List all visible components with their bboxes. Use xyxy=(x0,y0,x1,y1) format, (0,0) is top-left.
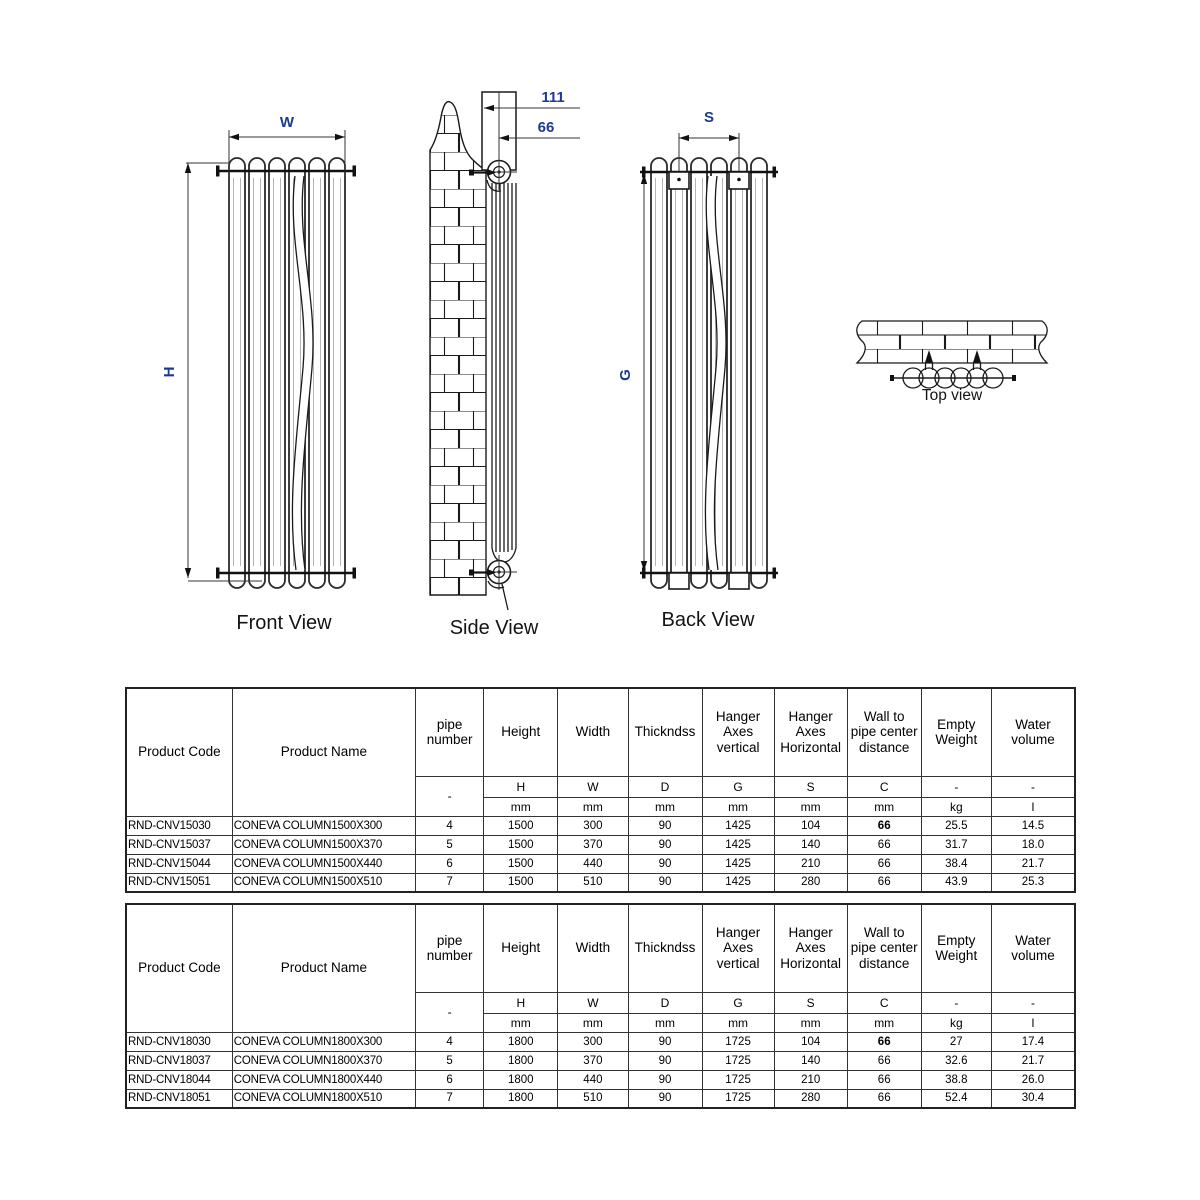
value-cell: 104 xyxy=(774,1032,847,1051)
value-cell: 90 xyxy=(628,873,702,892)
product-name-cell: CONEVA COLUMN1800X370 xyxy=(232,1051,415,1070)
back-view-drawing xyxy=(617,109,778,631)
height-dim-label: H xyxy=(161,366,178,378)
value-cell: 300 xyxy=(558,1032,628,1051)
symbol-cell: D xyxy=(628,776,702,797)
product-code-cell: RND-CNV15044 xyxy=(126,854,232,873)
side-view-label: Side View xyxy=(449,617,539,639)
column-header: Width xyxy=(558,904,628,992)
width-dimension-line xyxy=(229,130,345,176)
symbol-cell: W xyxy=(558,992,628,1013)
value-cell: 440 xyxy=(558,1070,628,1089)
table-row xyxy=(126,1089,1075,1108)
symbol-cell: W xyxy=(558,776,628,797)
product-name-cell: CONEVA COLUMN1500X370 xyxy=(232,835,415,854)
column-header: Product Name xyxy=(232,688,415,816)
table-row xyxy=(126,835,1075,854)
value-cell: 27 xyxy=(921,1032,991,1051)
product-name-cell: CONEVA COLUMN1500X440 xyxy=(232,854,415,873)
column-header: Product Code xyxy=(126,688,232,816)
symbol-cell: - xyxy=(415,776,483,816)
column-header: Empty Weight xyxy=(921,688,991,776)
value-cell: 6 xyxy=(415,854,483,873)
value-cell: 17.4 xyxy=(991,1032,1075,1051)
value-cell: 66 xyxy=(847,854,921,873)
unit-cell: mm xyxy=(628,797,702,816)
spec-table xyxy=(125,687,1076,893)
hanger-vertical-dim-label: G xyxy=(617,369,634,381)
product-code-cell: RND-CNV15030 xyxy=(126,816,232,835)
value-cell: 66 xyxy=(847,1089,921,1108)
value-cell: 5 xyxy=(415,1051,483,1070)
value-cell: 280 xyxy=(774,1089,847,1108)
value-cell: 1800 xyxy=(484,1051,558,1070)
symbol-cell: S xyxy=(774,776,847,797)
value-cell: 31.7 xyxy=(921,835,991,854)
value-cell: 1500 xyxy=(484,816,558,835)
symbol-cell: - xyxy=(991,776,1075,797)
value-cell: 1500 xyxy=(484,835,558,854)
value-cell: 43.9 xyxy=(921,873,991,892)
column-header: Water volume xyxy=(991,688,1075,776)
product-name-cell: CONEVA COLUMN1500X510 xyxy=(232,873,415,892)
value-cell: 510 xyxy=(558,873,628,892)
value-cell: 66 xyxy=(847,1051,921,1070)
value-cell: 25.5 xyxy=(921,816,991,835)
product-name-cell: CONEVA COLUMN1500X300 xyxy=(232,816,415,835)
value-cell: 90 xyxy=(628,1032,702,1051)
column-header: pipe number xyxy=(415,688,483,776)
unit-cell: mm xyxy=(702,797,774,816)
unit-cell: mm xyxy=(774,797,847,816)
symbol-cell: H xyxy=(484,776,558,797)
column-header: Empty Weight xyxy=(921,904,991,992)
value-cell: 90 xyxy=(628,816,702,835)
value-cell: 7 xyxy=(415,873,483,892)
value-cell: 14.5 xyxy=(991,816,1075,835)
product-code-cell: RND-CNV15051 xyxy=(126,873,232,892)
total-depth-dim-label: 111 xyxy=(541,89,565,106)
value-cell: 370 xyxy=(558,1051,628,1070)
product-code-cell: RND-CNV18030 xyxy=(126,1032,232,1051)
value-cell: 66 xyxy=(847,835,921,854)
value-cell: 104 xyxy=(774,816,847,835)
product-name-cell: CONEVA COLUMN1800X300 xyxy=(232,1032,415,1051)
value-cell: 90 xyxy=(628,835,702,854)
value-cell: 1425 xyxy=(702,854,774,873)
symbol-cell: C xyxy=(847,992,921,1013)
value-cell: 66 xyxy=(847,1032,921,1051)
value-cell: 5 xyxy=(415,835,483,854)
table-row xyxy=(126,1051,1075,1070)
value-cell: 1800 xyxy=(484,1070,558,1089)
table-row xyxy=(126,816,1075,835)
spec-table-1800 xyxy=(125,903,1076,1109)
value-cell: 26.0 xyxy=(991,1070,1075,1089)
value-cell: 30.4 xyxy=(991,1089,1075,1108)
column-header: Height xyxy=(484,688,558,776)
column-header: Product Code xyxy=(126,904,232,1032)
value-cell: 38.4 xyxy=(921,854,991,873)
column-header: Wall to pipe center distance xyxy=(847,904,921,992)
value-cell: 1500 xyxy=(484,873,558,892)
table-row xyxy=(126,873,1075,892)
value-cell: 90 xyxy=(628,1070,702,1089)
value-cell: 210 xyxy=(774,854,847,873)
value-cell: 1725 xyxy=(702,1051,774,1070)
value-cell: 6 xyxy=(415,1070,483,1089)
unit-cell: mm xyxy=(484,797,558,816)
value-cell: 7 xyxy=(415,1089,483,1108)
value-cell: 140 xyxy=(774,835,847,854)
column-header: Water volume xyxy=(991,904,1075,992)
column-header: Hanger Axes vertical xyxy=(702,688,774,776)
unit-cell: l xyxy=(991,1013,1075,1032)
value-cell: 52.4 xyxy=(921,1089,991,1108)
value-cell: 21.7 xyxy=(991,854,1075,873)
unit-cell: mm xyxy=(847,1013,921,1032)
hanger-horizontal-dim-label: S xyxy=(703,109,715,126)
value-cell: 38.8 xyxy=(921,1070,991,1089)
value-cell: 25.3 xyxy=(991,873,1075,892)
hanger-bracket xyxy=(669,573,689,589)
value-cell: 1725 xyxy=(702,1070,774,1089)
product-name-cell: CONEVA COLUMN1800X440 xyxy=(232,1070,415,1089)
value-cell: 370 xyxy=(558,835,628,854)
column-header: Hanger Axes Horizontal xyxy=(774,904,847,992)
value-cell: 1425 xyxy=(702,835,774,854)
symbol-cell: - xyxy=(921,776,991,797)
unit-cell: kg xyxy=(921,1013,991,1032)
product-name-cell: CONEVA COLUMN1800X510 xyxy=(232,1089,415,1108)
value-cell: 21.7 xyxy=(991,1051,1075,1070)
value-cell: 66 xyxy=(847,1070,921,1089)
column-header: Thickndss xyxy=(628,904,702,992)
symbol-cell: - xyxy=(921,992,991,1013)
value-cell: 1800 xyxy=(484,1089,558,1108)
front-view-label: Front View xyxy=(236,612,332,634)
table-row xyxy=(126,1032,1075,1051)
symbol-cell: S xyxy=(774,992,847,1013)
hanger-bracket xyxy=(729,573,749,589)
value-cell: 300 xyxy=(558,816,628,835)
column-header: Width xyxy=(558,688,628,776)
width-dim-label: W xyxy=(279,114,295,131)
product-code-cell: RND-CNV18044 xyxy=(126,1070,232,1089)
unit-cell: mm xyxy=(847,797,921,816)
unit-cell: mm xyxy=(558,797,628,816)
unit-cell: mm xyxy=(702,1013,774,1032)
column-header: Thickndss xyxy=(628,688,702,776)
value-cell: 1425 xyxy=(702,873,774,892)
symbol-cell: C xyxy=(847,776,921,797)
table-row xyxy=(126,1070,1075,1089)
column-header: pipe number xyxy=(415,904,483,992)
column-header: Product Name xyxy=(232,904,415,1032)
value-cell: 90 xyxy=(628,1089,702,1108)
symbol-cell: G xyxy=(702,776,774,797)
symbol-cell: - xyxy=(415,992,483,1032)
value-cell: 210 xyxy=(774,1070,847,1089)
table-header-row xyxy=(126,688,1075,776)
value-cell: 90 xyxy=(628,1051,702,1070)
value-cell: 4 xyxy=(415,1032,483,1051)
table-header-row xyxy=(126,904,1075,992)
symbol-cell: G xyxy=(702,992,774,1013)
unit-cell: mm xyxy=(558,1013,628,1032)
spec-table-1500 xyxy=(125,687,1076,893)
unit-cell: mm xyxy=(774,1013,847,1032)
unit-cell: kg xyxy=(921,797,991,816)
unit-cell: mm xyxy=(628,1013,702,1032)
spec-table xyxy=(125,903,1076,1109)
column-header: Hanger Axes vertical xyxy=(702,904,774,992)
unit-cell: l xyxy=(991,797,1075,816)
back-view-label: Back View xyxy=(661,609,755,631)
value-cell: 1725 xyxy=(702,1089,774,1108)
value-cell: 1800 xyxy=(484,1032,558,1051)
value-cell: 18.0 xyxy=(991,835,1075,854)
symbol-cell: D xyxy=(628,992,702,1013)
value-cell: 66 xyxy=(847,873,921,892)
side-view-drawing xyxy=(430,89,580,639)
value-cell: 90 xyxy=(628,854,702,873)
table-row xyxy=(126,854,1075,873)
column-header: Wall to pipe center distance xyxy=(847,688,921,776)
value-cell: 32.6 xyxy=(921,1051,991,1070)
value-cell: 4 xyxy=(415,816,483,835)
front-view-drawing xyxy=(161,114,356,634)
top-view-label: Top view xyxy=(921,387,983,404)
value-cell: 1725 xyxy=(702,1032,774,1051)
product-code-cell: RND-CNV18051 xyxy=(126,1089,232,1108)
product-code-cell: RND-CNV18037 xyxy=(126,1051,232,1070)
symbol-cell: H xyxy=(484,992,558,1013)
value-cell: 1500 xyxy=(484,854,558,873)
value-cell: 280 xyxy=(774,873,847,892)
column-header: Height xyxy=(484,904,558,992)
symbol-cell: - xyxy=(991,992,1075,1013)
value-cell: 140 xyxy=(774,1051,847,1070)
value-cell: 510 xyxy=(558,1089,628,1108)
product-code-cell: RND-CNV15037 xyxy=(126,835,232,854)
column-header: Hanger Axes Horizontal xyxy=(774,688,847,776)
value-cell: 440 xyxy=(558,854,628,873)
value-cell: 1425 xyxy=(702,816,774,835)
value-cell: 66 xyxy=(847,816,921,835)
unit-cell: mm xyxy=(484,1013,558,1032)
wall-to-center-dim-label: 66 xyxy=(537,119,555,136)
top-view-drawing xyxy=(857,321,1047,404)
